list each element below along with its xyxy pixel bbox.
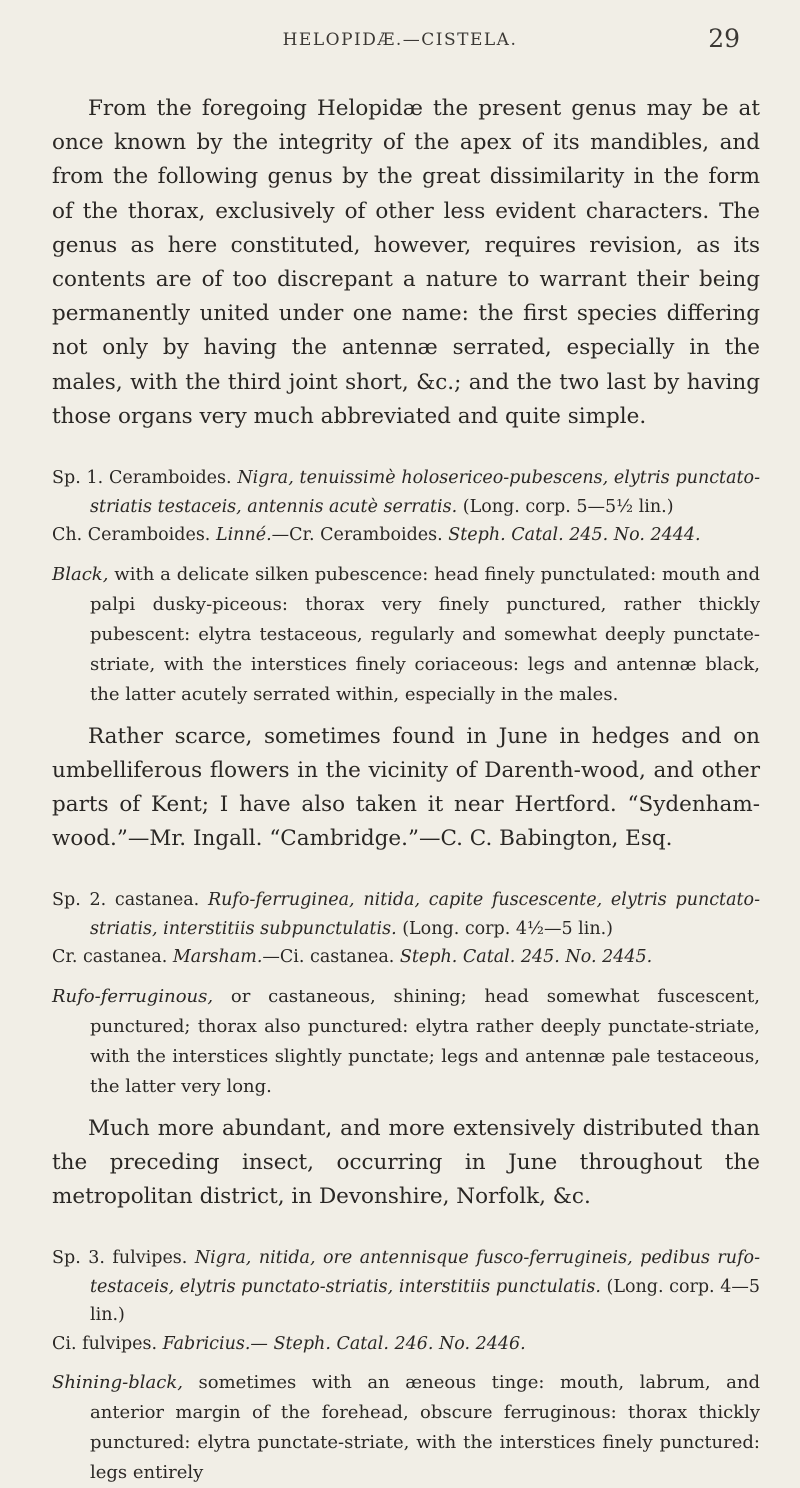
synonymy-rest: —Ci. castanea. [262,947,395,968]
species-entry [52,464,760,856]
catalog-reference: Steph. Catal. 245. No. 2444. [448,525,701,546]
running-head: HELOPIDÆ.—CISTELA. [282,30,518,50]
species-diagnosis: Nigra, tenuissimè holosericeo-pubescens, elytris punctato-striatis testaceis, antennis acutè serratis. [90,468,760,517]
description-lead: Shining-black, [52,1372,183,1394]
species-label: Sp. 3. fulvipes. [52,1248,188,1269]
species-description [52,1368,760,1488]
catalog-reference: Steph. Catal. 245. No. 2445. [399,947,653,968]
description-lead: Rufo-ferruginous, [52,985,214,1007]
synonymy-author: Marsham. [172,947,263,968]
species-label: Sp. 2. castanea. [52,890,200,911]
description-text: sometimes with an æneous tinge: mouth, labrum, and anterior margin of the forehead, obscure ferruginous: thorax thickly punctured: elytra punctate-striate, with the interstices finely punctured: legs entirely [90,1372,760,1484]
synonymy-label: Ch. Ceramboides. [52,525,211,546]
synonymy-label: Cr. castanea. [52,947,168,968]
species-diagnosis-line [52,464,760,521]
page-number: 29 [708,24,740,53]
species-label: Sp. 1. Ceramboides. [52,468,232,489]
synonymy-rest: —Cr. Ceramboides. [271,525,443,546]
species-size: (Long. corp. 4½—5 lin.) [402,918,613,939]
species-entry [52,1244,760,1488]
species-diagnosis-line [52,1244,760,1330]
species-size: (Long. corp. 5—5½ lin.) [462,496,674,517]
species-diagnosis: Rufo-ferruginea, nitida, capite fuscescente, elytris punctato-striatis, interstitiis subpunctulatis. [90,890,760,939]
species-diagnosis-line [52,886,760,943]
species-synonymy [52,1330,760,1359]
description-lead: Black, [52,563,109,585]
species-synonymy [52,943,760,972]
synonymy-author: Fabricius. [162,1333,251,1354]
page-header [0,22,800,62]
species-synonymy [52,521,760,550]
species-description [52,560,760,710]
synonymy-rest: — [250,1333,268,1354]
synonymy-label: Ci. fulvipes. [52,1333,158,1354]
species-description [52,982,760,1102]
description-text: with a delicate silken pubescence: head finely punctulated: mouth and palpi dusky-piceous: thorax very finely punctured, rather thickly pubescent: elytra testaceous, regularly and somewhat deeply punctate-striate, with the interstices finely coriaceous: legs and antennæ black, the latter acutely serrated within, especially in the males. [90,563,760,705]
species-habitat: Much more abundant, and more extensively distributed than the preceding insect, occurring in June throughout the metropolitan district, in Devonshire, Norfolk, &c. [52,1115,760,1210]
intro-paragraph: From the foregoing Helopidæ the present genus may be at once known by the integrity of the apex of its mandibles, and from the following genus by the great dissimilarity in the form of the thorax, exclusively of other less evident characters. The genus as here constituted, however, requires revision, as its contents are of too discrepant a nature to warrant their being permanently united under one name: the first species differing not only by having the antennæ serrated, especially in the males, with the third joint short, &c.; and the two last by having those organs very much abbreviated and quite simple. [52,96,760,429]
species-habitat: Rather scarce, sometimes found in June in hedges and on umbelliferous flowers in the vicinity of Darenth-wood, and other parts of Kent; I have also taken it near Hertford. “Sydenham-wood.”—Mr. Ingall. “Cambridge.”—C. C. Babington, Esq. [52,723,760,852]
synonymy-author: Linné. [215,525,272,546]
species-entry [52,886,760,1214]
description-text: or castaneous, shining; head somewhat fuscescent, punctured; thorax also punctured: elytra rather deeply punctate-striate, with the interstices slightly punctate; legs and antennæ pale testaceous, the latter very long. [90,985,760,1097]
species-diagnosis: Nigra, nitida, ore antennisque fusco-ferrugineis, pedibus rufo-testaceis, elytris punctato-striatis, interstitiis punctulatis. [90,1248,760,1297]
page-body [52,92,760,1488]
species-size: (Long. corp. 4—5 lin.) [90,1276,760,1326]
catalog-reference: Steph. Catal. 246. No. 2446. [273,1333,526,1354]
